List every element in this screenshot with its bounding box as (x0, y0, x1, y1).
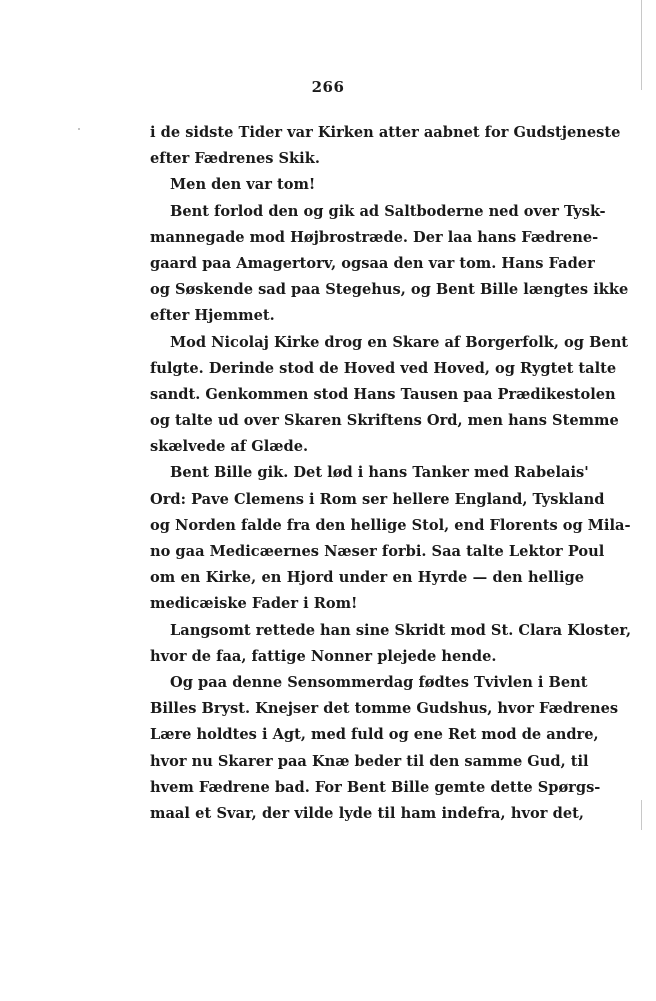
text-line: Lære holdtes i Agt, med fuld og ene Ret mod de andre, (150, 726, 599, 744)
text-line: gaard paa Amagertorv, ogsaa den var tom. Hans Fader (150, 254, 595, 272)
text-line: maal et Svar, der vilde lyde til ham indefra, hvor det, (150, 804, 584, 822)
text-line: i de sidste Tider var Kirken atter aabnet for Gudstjeneste (150, 124, 621, 141)
text-line: Bent forlod den og gik ad Saltboderne ned over Tysk- (170, 202, 606, 220)
text-line: Bent Bille gik. Det lød i hans Tanker med Rabelais' (170, 464, 589, 482)
text-line: og Søskende sad paa Stegehus, og Bent Bille længtes ikke (150, 281, 629, 299)
text-line: mannegade mod Højbrostræde. Der laa hans Fædrene- (150, 228, 599, 246)
text-line: medicæiske Fader i Rom! (150, 595, 358, 613)
body-text (150, 120, 632, 827)
text-line: Ord: Pave Clemens i Rom ser hellere England, Tyskland (150, 490, 605, 508)
scan-speck (78, 128, 80, 130)
text-line: og Norden falde fra den hellige Stol, end Florents og Mila- (150, 516, 631, 534)
text-line: hvor de faa, fattige Nonner plejede hende. (150, 647, 497, 665)
text-line: skælvede af Glæde. (150, 438, 309, 456)
text-line: hvor nu Skarer paa Knæ beder til den samme Gud, til (150, 752, 589, 770)
text-line: hvem Fædrene bad. For Bent Bille gemte dette Spørgs- (150, 778, 601, 796)
text-line: efter Hjemmet. (150, 307, 275, 325)
page-edge-mark-top (641, 0, 642, 90)
text-line: Billes Bryst. Knejser det tomme Gudshus, hvor Fædrenes (150, 700, 619, 718)
text-line: sandt. Genkommen stod Hans Tausen paa Prædikestolen (150, 385, 616, 403)
text-line: Og paa denne Sensommerdag fødtes Tvivlen i Bent (170, 673, 588, 691)
text-line: om en Kirke, en Hjord under en Hyrde — den hellige (150, 569, 584, 587)
text-line: efter Fædrenes Skik. (150, 150, 320, 168)
text-line: Langsomt rettede han sine Skridt mod St. Clara Kloster, (170, 621, 632, 639)
text-line: Men den var tom! (170, 176, 316, 194)
text-line: Mod Nicolaj Kirke drog en Skare af Borgerfolk, og Bent (170, 333, 629, 351)
page-number: 266 (311, 78, 345, 96)
text-line: no gaa Medicæernes Næser forbi. Saa talte Lektor Poul (150, 543, 605, 560)
page-edge-mark-mid (641, 800, 642, 830)
text-line: og talte ud over Skaren Skriftens Ord, men hans Stemme (150, 412, 619, 430)
text-line: fulgte. Derinde stod de Hoved ved Hoved, og Rygtet talte (150, 359, 617, 377)
